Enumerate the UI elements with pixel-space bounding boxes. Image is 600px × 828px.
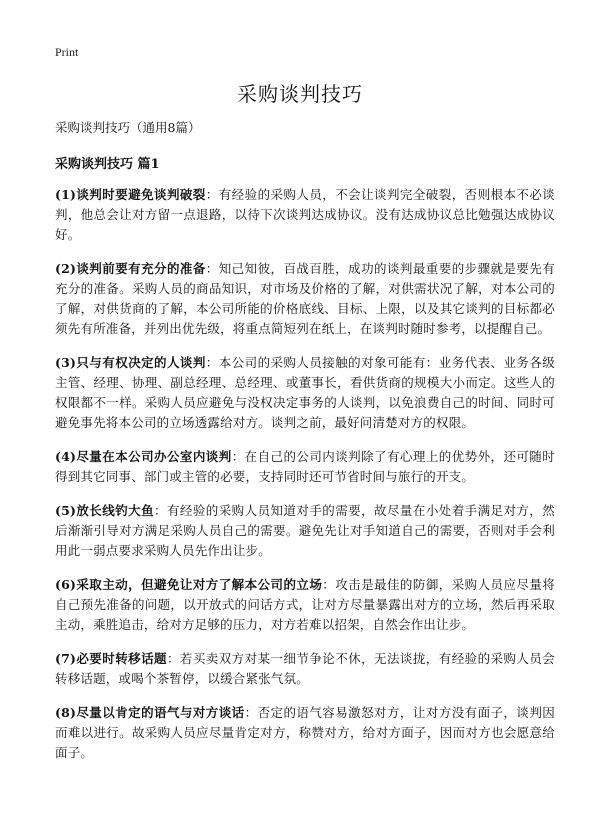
paragraph-text: ：攻击是最佳的防御，采购人员应尽量将自己预先准备的问题，以开放式的问话方式，让对方尽量暴露出对方的立场，然后再采取主动，乘胜追击，给对方足够的压力，对方若难以招架，自然会作出让步。 [55, 577, 555, 632]
paragraph-text: ：知己知彼，百战百胜，成功的谈判最重要的步骤就是要先有充分的准备。采购人员的商品知识，对市场及价格的了解，对供需状况了解，对本公司的了解，对供货商的了解，本公司所能的价格底线、目标、上限，以及其它谈判的目标都必须先有所准备，并列出优先级，将重点简短列在纸上，在谈判时随时参考，以提醒自己。 [55, 261, 555, 336]
paragraph-7 [55, 649, 555, 689]
paragraph-2 [55, 259, 555, 339]
page-title: 采购谈判技巧 [237, 82, 363, 106]
paragraph-lead: (1)谈判时要避免谈判破裂 [55, 187, 206, 202]
paragraph-text: ：本公司的采购人员接触的对象可能有：业务代表、业务各级主管、经理、协理、副总经理、总经理、或董事长，看供货商的规模大小而定。这些人的权限都不一样。采购人员应避免与没权决定事务的人谈判，以免浪费自己的时间、同时可避免事先将本公司的立场透露给对方。谈判之前，最好问清楚对方的权限。 [55, 355, 555, 430]
paragraph-5 [55, 501, 555, 561]
paragraph-text: ：有经验的采购人员知道对手的需要，故尽量在小处着手满足对方，然后渐渐引导对方满足采购人员自己的需要。避免先让对手知道自己的需要，否则对手会利用此一弱点要求采购人员先作出让步。 [55, 503, 556, 558]
paragraph-lead: (7)必要时转移话题 [55, 651, 167, 666]
document-subtitle: 采购谈判技巧（通用8篇） [55, 120, 201, 135]
section-heading: 采购谈判技巧 篇1 [55, 157, 160, 172]
paragraph-4 [55, 447, 555, 487]
paragraph-lead: (5)放长线钓大鱼 [55, 503, 155, 518]
paragraph-6 [55, 575, 555, 635]
paragraph-8 [55, 703, 555, 763]
paragraph-lead: (2)谈判前要有充分的准备 [55, 261, 206, 276]
paragraph-text: ：否定的语气容易激怒对方，让对方没有面子，谈判因而难以进行。故采购人员应尽量肯定对方，称赞对方，给对方面子，因而对方也会愿意给面子。 [55, 705, 555, 760]
paragraph-lead: (3)只与有权决定的人谈判 [55, 355, 206, 370]
document-body [55, 118, 555, 777]
paragraph-text: ：有经验的采购人员，不会让谈判完全破裂，否则根本不必谈判，他总会让对方留一点退路，以待下次谈判达成协议。没有达成协议总比勉强达成协议好。 [55, 187, 555, 242]
paragraph-lead: (4)尽量在本公司办公室内谈判 [55, 449, 232, 464]
print-link[interactable]: Print [55, 45, 79, 59]
paragraph-3 [55, 353, 555, 433]
paragraph-text: ：若买卖双方对某一细节争论不休，无法谈拢，有经验的采购人员会转移话题，或喝个茶暂停，以缓合紧张气氛。 [55, 651, 555, 686]
paragraph-lead: (8)尽量以肯定的语气与对方谈话 [55, 705, 245, 720]
paragraph-lead: (6)采取主动，但避免让对方了解本公司的立场 [55, 577, 323, 592]
paragraph-1 [55, 185, 555, 245]
paragraph-text: ：在自己的公司内谈判除了有心理上的优势外，还可随时得到其它同事、部门或主管的必要，支持同时还可节省时间与旅行的开支。 [55, 449, 555, 484]
